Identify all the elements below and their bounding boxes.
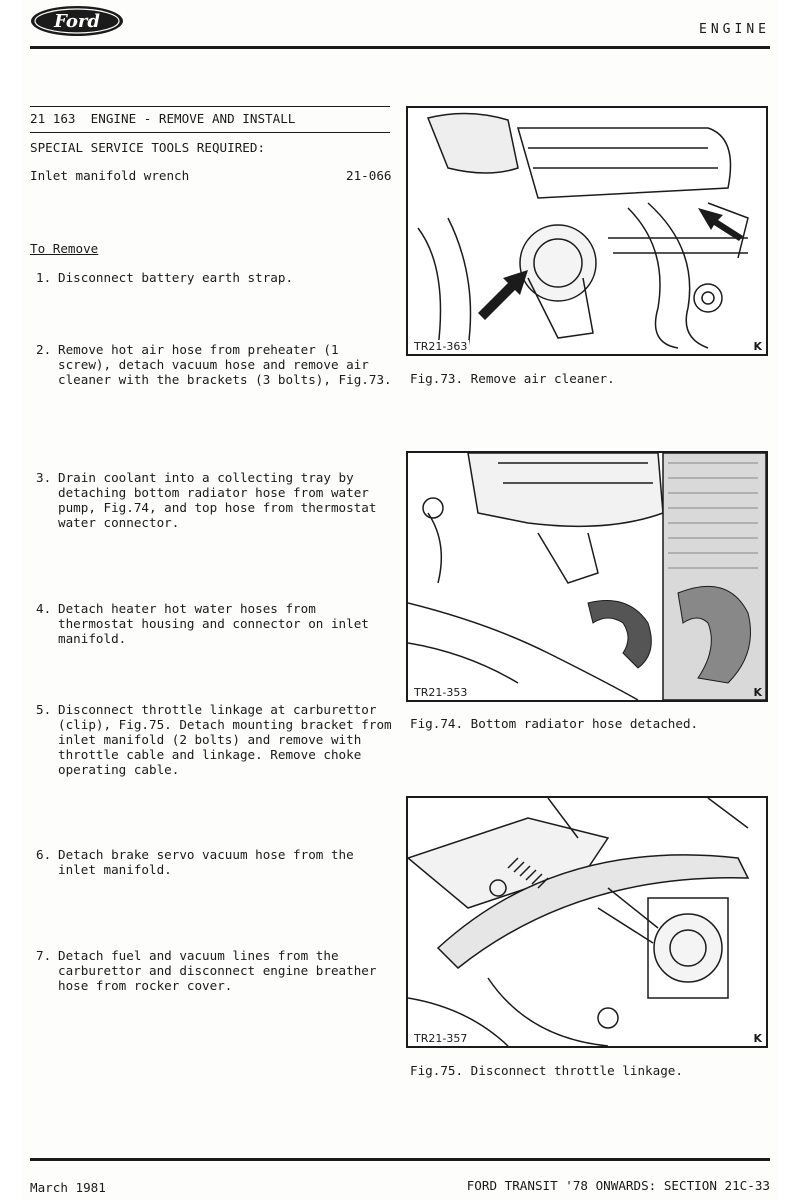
step-text: Detach heater hot water hoses from thermostat housing and connector on inlet manifold. [58, 601, 369, 646]
step-text: Disconnect throttle linkage at carburettor (clip), Fig.75. Detach mounting bracket from inlet manifold (2 bolts) and remove with throttle cable and linkage. Remove choke operating cable. [58, 702, 392, 777]
step-number: 5. [36, 702, 52, 717]
step-text: Detach fuel and vacuum lines from the carburettor and disconnect engine breather hose from rocker cover. [58, 948, 377, 993]
figure-73-caption: Fig.73. Remove air cleaner. [410, 371, 615, 386]
figure-74-caption: Fig.74. Bottom radiator hose detached. [410, 716, 699, 731]
step-4 [36, 601, 392, 646]
section-title: ENGINE [699, 22, 770, 37]
figure-mark: K [753, 686, 762, 699]
procedure-title: 21 163 ENGINE - REMOVE AND INSTALL [30, 111, 296, 126]
figure-code: TR21-357 [414, 1032, 468, 1045]
step-number: 2. [36, 342, 52, 357]
step-3 [36, 470, 392, 530]
figure-75-caption: Fig.75. Disconnect throttle linkage. [410, 1063, 683, 1078]
title-rule-bottom [30, 132, 390, 133]
radiator-hose-illustration [408, 453, 766, 700]
step-2 [36, 342, 392, 387]
ford-logo [30, 5, 124, 37]
step-5 [36, 702, 392, 777]
figure-mark: K [753, 340, 762, 353]
figure-code: TR21-363 [414, 340, 468, 353]
step-number: 4. [36, 601, 52, 616]
figure-73 [406, 106, 768, 356]
tools-heading: SPECIAL SERVICE TOOLS REQUIRED: [30, 140, 266, 155]
step-number: 7. [36, 948, 52, 963]
throttle-linkage-illustration [408, 798, 766, 1046]
tool-name: Inlet manifold wrench [30, 168, 190, 183]
step-text: Drain coolant into a collecting tray by detaching bottom radiator hose from water pump, Fig.74, and top hose from thermostat water connector. [58, 470, 377, 530]
air-cleaner-illustration [408, 108, 766, 354]
footer-date: March 1981 [30, 1180, 106, 1195]
step-text: Remove hot air hose from preheater (1 screw), detach vacuum hose and remove air cleaner with the brackets (3 bolts), Fig.73. [58, 342, 392, 387]
figure-code: TR21-353 [414, 686, 468, 699]
step-1 [36, 270, 392, 285]
arrow-marker [478, 270, 528, 320]
header-rule [30, 46, 770, 49]
figure-mark: K [753, 1032, 762, 1045]
step-number: 1. [36, 270, 52, 285]
svg-text:Ford: Ford [54, 11, 100, 32]
figure-75 [406, 796, 768, 1048]
step-number: 3. [36, 470, 52, 485]
figure-74 [406, 451, 768, 702]
step-text: Disconnect battery earth strap. [58, 270, 294, 285]
step-number: 6. [36, 847, 52, 862]
title-rule-top [30, 106, 390, 107]
footer-rule [30, 1158, 770, 1161]
step-6 [36, 847, 392, 877]
footer-publication: FORD TRANSIT '78 ONWARDS: SECTION 21C-33 [466, 1178, 770, 1193]
remove-subheading: To Remove [30, 241, 99, 256]
step-text: Detach brake servo vacuum hose from the inlet manifold. [58, 847, 354, 877]
step-7 [36, 948, 392, 993]
tool-number: 21-066 [346, 168, 392, 183]
